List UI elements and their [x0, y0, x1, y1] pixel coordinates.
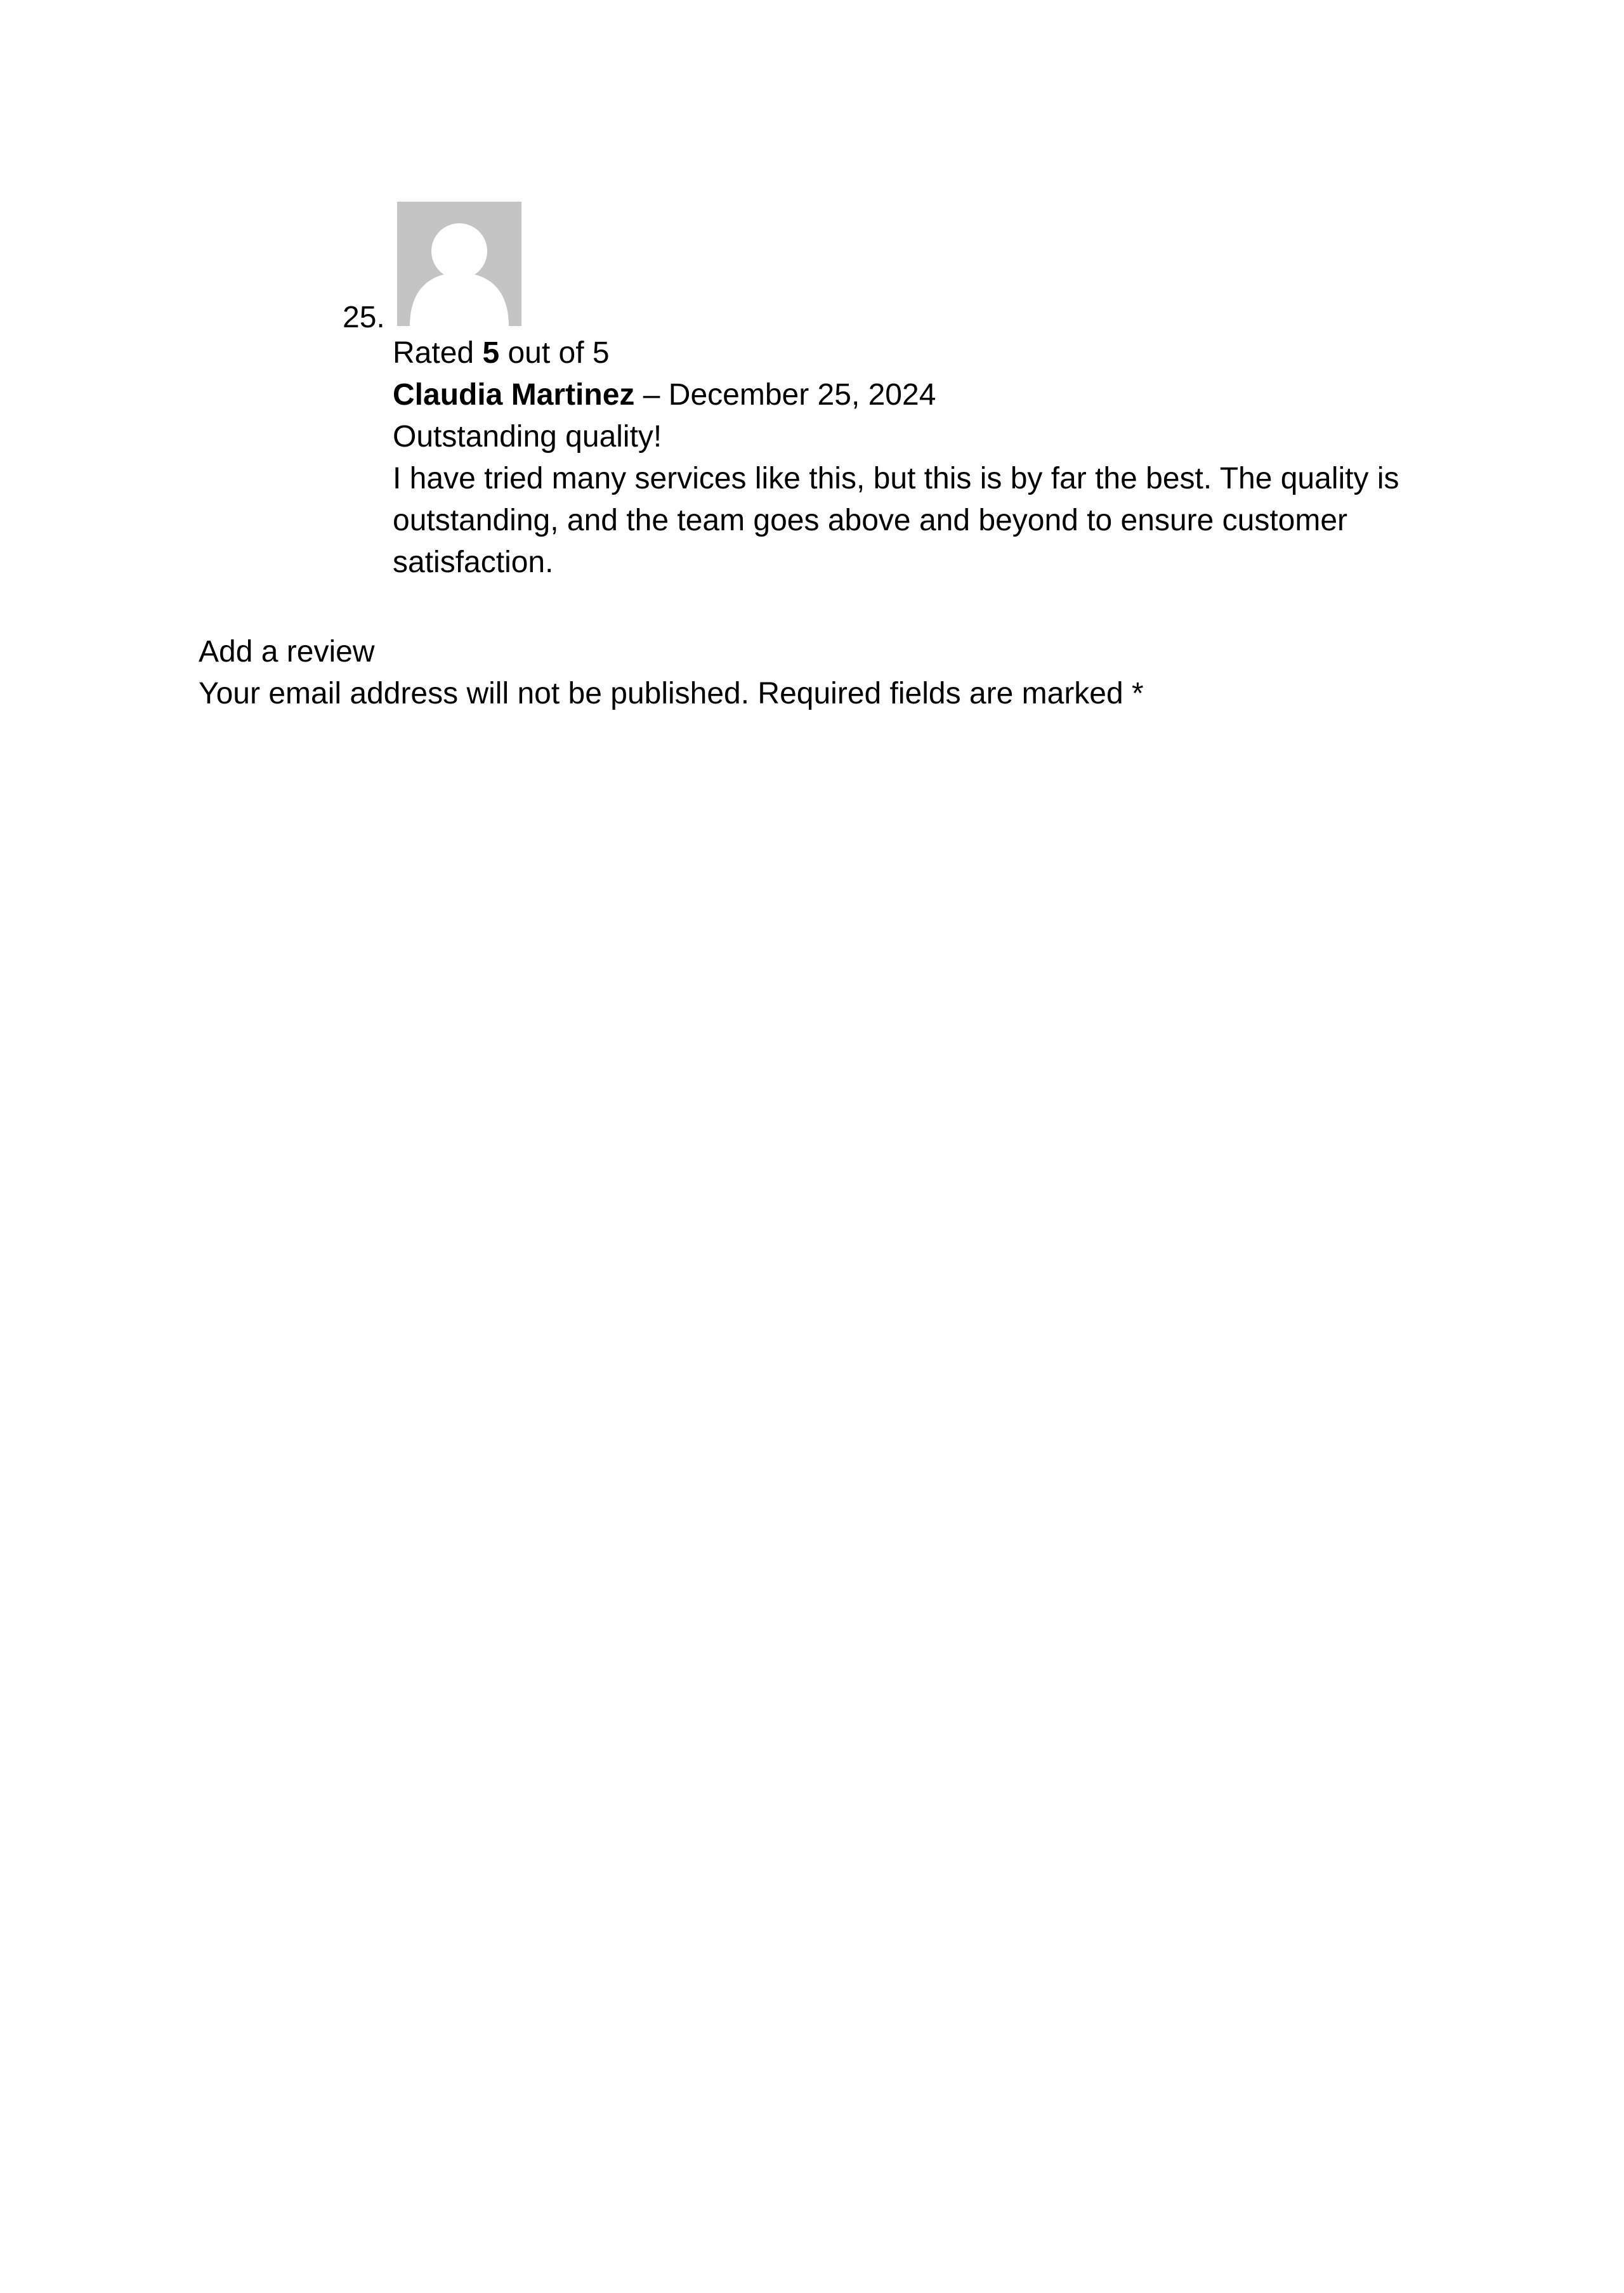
review-form-section — [199, 631, 1144, 715]
meta-separator: – — [643, 378, 660, 412]
review-date: December 25, 2024 — [668, 378, 936, 412]
review-text: I have tried many services like this, but this is by far the best. The quality is outstanding, and the team goes above and beyond to ensure customer satisfaction. — [393, 462, 1399, 579]
review-content — [393, 332, 1458, 584]
rating-suffix: out of 5 — [508, 336, 610, 370]
review-meta — [393, 374, 1458, 416]
review-title: Outstanding quality! — [393, 420, 662, 454]
add-review-heading: Add a review — [199, 635, 375, 669]
star-rating — [393, 332, 1458, 374]
rating-value: 5 — [482, 336, 500, 370]
avatar — [397, 202, 521, 326]
review-number: 25. — [343, 301, 385, 334]
rating-prefix: Rated — [393, 336, 475, 370]
user-silhouette-icon — [397, 202, 521, 326]
review-author: Claudia Martinez — [393, 378, 635, 412]
email-notice: Your email address will not be published. Required fields are marked * — [199, 677, 1144, 710]
